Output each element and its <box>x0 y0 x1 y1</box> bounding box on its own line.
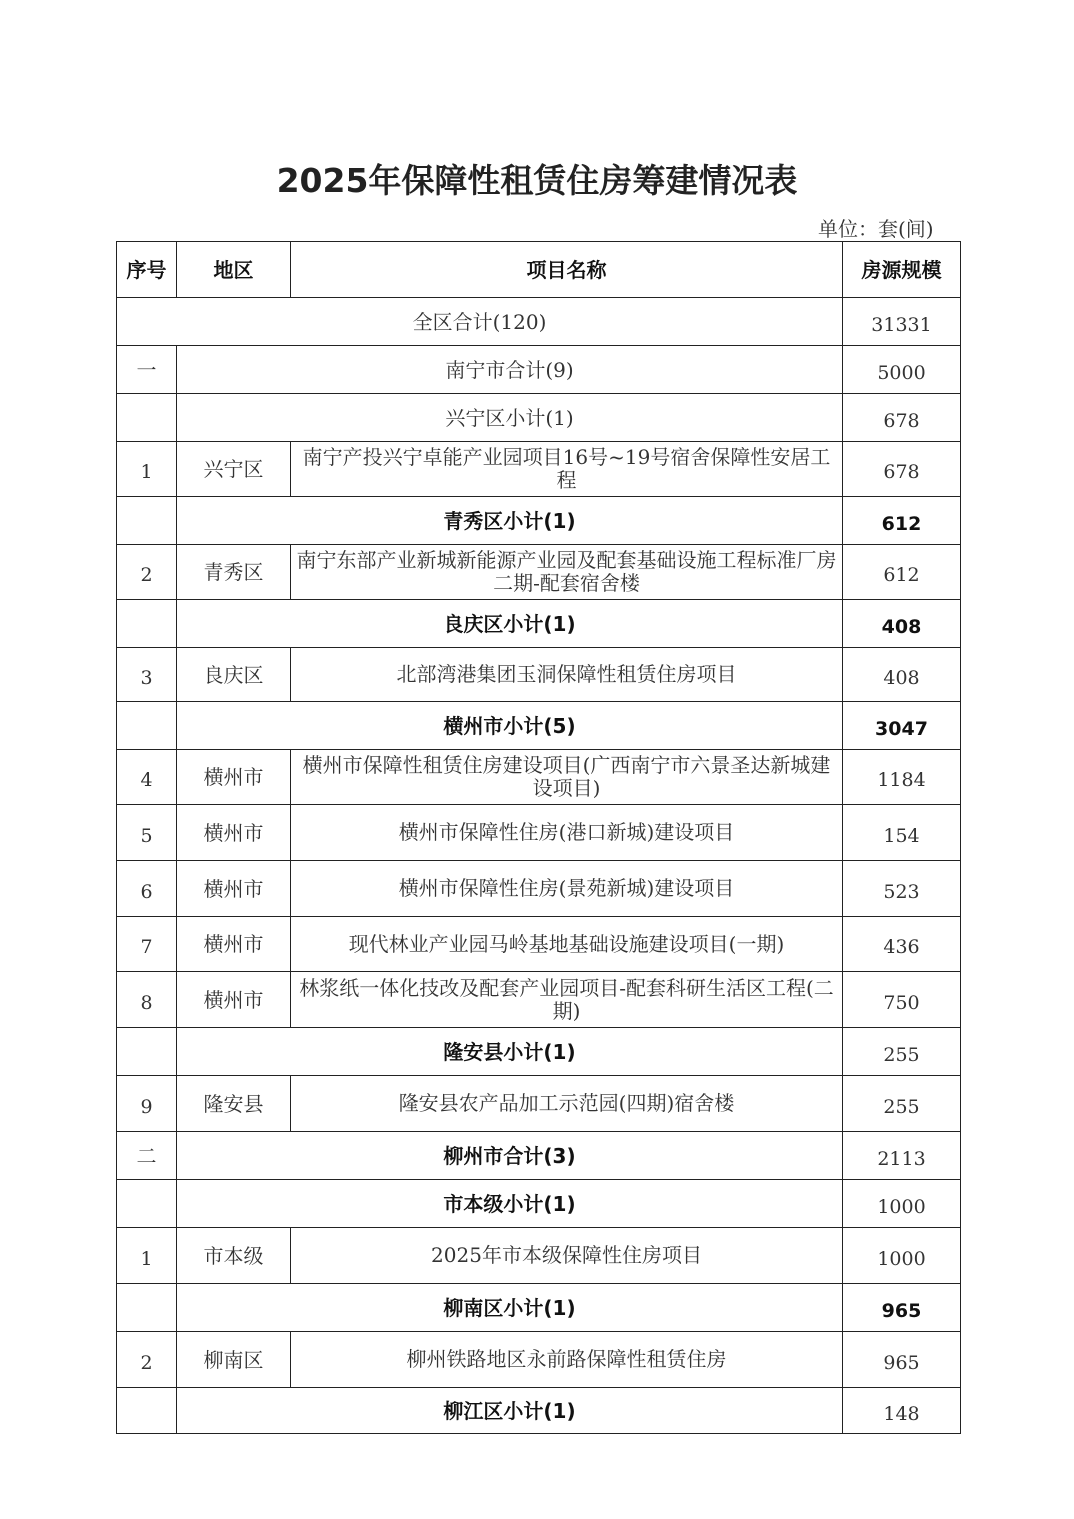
subtotal-row <box>117 1180 961 1228</box>
row-scale: 523 <box>843 861 961 917</box>
table-row <box>117 805 961 861</box>
city-total-value: 5000 <box>843 346 961 394</box>
table-row <box>117 1332 961 1388</box>
subtotal-label: 兴宁区小计(1) <box>177 394 843 442</box>
row-project-name: 柳州铁路地区永前路保障性租赁住房 <box>291 1332 843 1388</box>
subtotal-row <box>117 497 961 545</box>
row-region: 良庆区 <box>177 648 291 702</box>
subtotal-value: 965 <box>843 1284 961 1332</box>
table-row <box>117 545 961 600</box>
row-project-name: 北部湾港集团玉洞保障性租赁住房项目 <box>291 648 843 702</box>
subtotal-row <box>117 394 961 442</box>
subtotal-label: 柳南区小计(1) <box>177 1284 843 1332</box>
city-seq: 二 <box>117 1132 177 1180</box>
row-seq: 1 <box>117 1228 177 1284</box>
subtotal-value: 148 <box>843 1388 961 1434</box>
table-row <box>117 1076 961 1132</box>
row-project-name: 林浆纸一体化技改及配套产业园项目-配套科研生活区工程(二期) <box>291 972 843 1028</box>
row-scale: 408 <box>843 648 961 702</box>
city-total-row <box>117 346 961 394</box>
subtotal-row <box>117 1284 961 1332</box>
row-seq: 3 <box>117 648 177 702</box>
table-row <box>117 750 961 805</box>
row-region: 兴宁区 <box>177 442 291 497</box>
city-total-label: 柳州市合计(3) <box>177 1132 843 1180</box>
row-project-name: 横州市保障性住房(景苑新城)建设项目 <box>291 861 843 917</box>
subtotal-value: 408 <box>843 600 961 648</box>
row-region: 横州市 <box>177 972 291 1028</box>
table-row <box>117 1228 961 1284</box>
subtotal-label: 青秀区小计(1) <box>177 497 843 545</box>
row-seq: 5 <box>117 805 177 861</box>
row-scale: 965 <box>843 1332 961 1388</box>
subtotal-row <box>117 600 961 648</box>
row-region: 柳南区 <box>177 1332 291 1388</box>
row-region: 横州市 <box>177 917 291 972</box>
row-scale: 678 <box>843 442 961 497</box>
header-project: 项目名称 <box>291 242 843 298</box>
row-seq: 2 <box>117 545 177 600</box>
row-project-name: 现代林业产业园马岭基地基础设施建设项目(一期) <box>291 917 843 972</box>
table-header-row <box>117 242 961 298</box>
row-project-name: 2025年市本级保障性住房项目 <box>291 1228 843 1284</box>
table-row <box>117 861 961 917</box>
subtotal-label: 市本级小计(1) <box>177 1180 843 1228</box>
city-seq: 一 <box>117 346 177 394</box>
header-seq: 序号 <box>117 242 177 298</box>
header-region: 地区 <box>177 242 291 298</box>
row-seq: 6 <box>117 861 177 917</box>
row-region: 横州市 <box>177 861 291 917</box>
subtotal-value: 612 <box>843 497 961 545</box>
row-region: 青秀区 <box>177 545 291 600</box>
city-total-label: 南宁市合计(9) <box>177 346 843 394</box>
total-row <box>117 298 961 346</box>
subtotal-row <box>117 1028 961 1076</box>
row-scale: 1184 <box>843 750 961 805</box>
subtotal-value: 3047 <box>843 702 961 750</box>
subtotal-label: 柳江区小计(1) <box>177 1388 843 1434</box>
row-scale: 154 <box>843 805 961 861</box>
row-project-name: 横州市保障性租赁住房建设项目(广西南宁市六景圣达新城建设项目) <box>291 750 843 805</box>
row-region: 市本级 <box>177 1228 291 1284</box>
subtotal-label: 隆安县小计(1) <box>177 1028 843 1076</box>
row-seq: 9 <box>117 1076 177 1132</box>
row-region: 横州市 <box>177 750 291 805</box>
subtotal-label: 良庆区小计(1) <box>177 600 843 648</box>
city-total-value: 2113 <box>843 1132 961 1180</box>
subtotal-value: 1000 <box>843 1180 961 1228</box>
subtotal-value: 255 <box>843 1028 961 1076</box>
row-project-name: 隆安县农产品加工示范园(四期)宿舍楼 <box>291 1076 843 1132</box>
row-region: 隆安县 <box>177 1076 291 1132</box>
header-scale: 房源规模 <box>843 242 961 298</box>
row-project-name: 南宁东部产业新城新能源产业园及配套基础设施工程标准厂房二期-配套宿舍楼 <box>291 545 843 600</box>
table-row <box>117 972 961 1028</box>
housing-table <box>116 241 961 1434</box>
row-seq: 2 <box>117 1332 177 1388</box>
total-label: 全区合计(120) <box>117 298 843 346</box>
unit-label: 单位：套(间) <box>818 217 934 241</box>
row-scale: 255 <box>843 1076 961 1132</box>
row-scale: 436 <box>843 917 961 972</box>
city-total-row <box>117 1132 961 1180</box>
page-title: 2025年保障性租赁住房筹建情况表 <box>276 161 798 200</box>
total-value: 31331 <box>843 298 961 346</box>
subtotal-value: 678 <box>843 394 961 442</box>
table-row <box>117 917 961 972</box>
row-seq: 1 <box>117 442 177 497</box>
row-seq: 4 <box>117 750 177 805</box>
row-scale: 612 <box>843 545 961 600</box>
table-row <box>117 648 961 702</box>
subtotal-row <box>117 1388 961 1434</box>
row-seq: 7 <box>117 917 177 972</box>
row-project-name: 南宁产投兴宁卓能产业园项目16号~19号宿舍保障性安居工程 <box>291 442 843 497</box>
row-project-name: 横州市保障性住房(港口新城)建设项目 <box>291 805 843 861</box>
table-row <box>117 442 961 497</box>
subtotal-row <box>117 702 961 750</box>
row-scale: 750 <box>843 972 961 1028</box>
row-scale: 1000 <box>843 1228 961 1284</box>
subtotal-label: 横州市小计(5) <box>177 702 843 750</box>
row-region: 横州市 <box>177 805 291 861</box>
row-seq: 8 <box>117 972 177 1028</box>
